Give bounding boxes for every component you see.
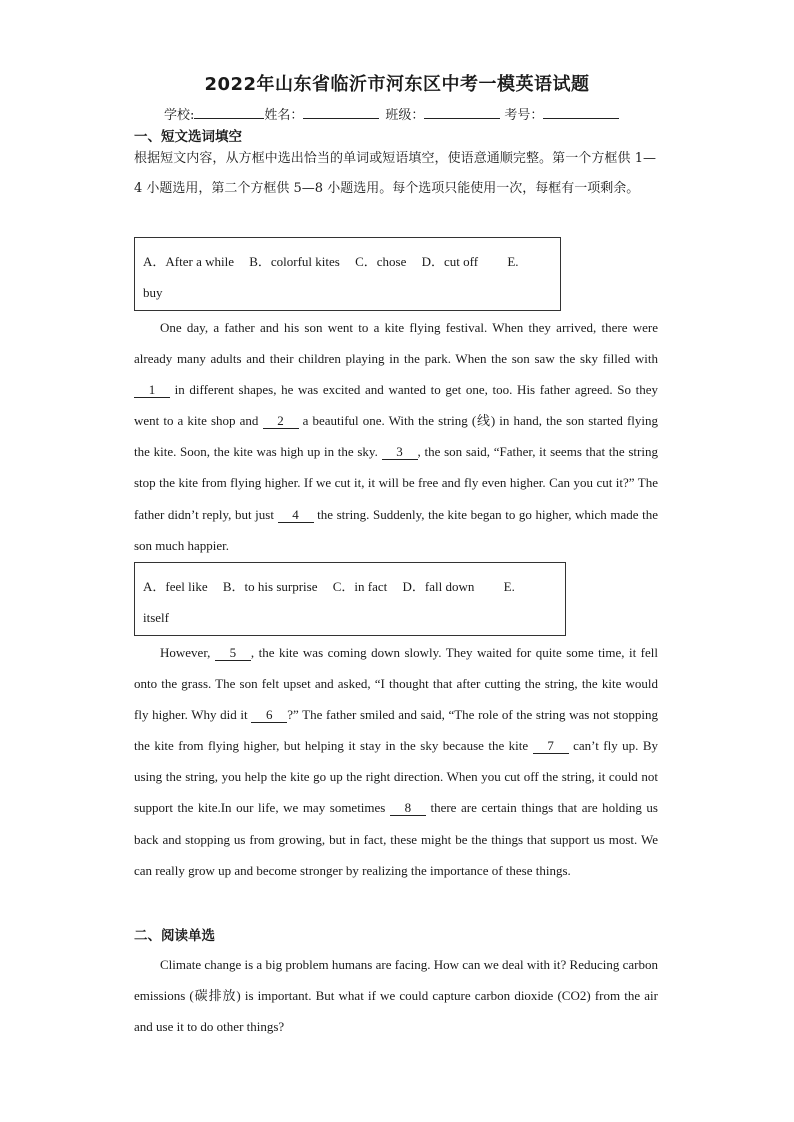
school-label: 学校:	[164, 108, 195, 123]
blank-8[interactable]: 8	[390, 801, 426, 816]
box1-option-e: E. buy	[143, 254, 519, 300]
blank-6[interactable]: 6	[251, 708, 287, 723]
box2-option-b: B．to his surprise	[222, 579, 318, 594]
box1-option-b: B．colorful kites	[249, 254, 340, 269]
passage-paragraph-1: One day, a father and his son went to a kite flying festival. When they arrived, there were already many adults and their children playing in the park. When the son saw the sky filled with 1 in different shapes, he was excited and wanted to get one, too. His father agreed. So they went to a kite shop and 2 a beautiful one. With the string (线) in hand, the son started flying the kite. Soon, the kite was high up in the sky. 3 , the son said, “Father, it seems that the string stop the kite from flying higher. If we cut it, it will be free and fly even higher. Can you cut it?” The father didn’t reply, but just 4 the string. Suddenly, the kite began to go higher, which made the son much happier.	[134, 320, 658, 553]
blank-2[interactable]: 2	[263, 414, 299, 429]
student-info-line	[164, 104, 619, 123]
box2-option-c: C．in fact	[332, 579, 388, 594]
blank-1[interactable]: 1	[134, 383, 170, 398]
name-label: 姓名：	[264, 108, 304, 123]
box2-option-e: E. itself	[143, 579, 515, 625]
class-blank	[424, 106, 500, 119]
page-title: 2022年山东省临沂市河东区中考一模英语试题	[204, 74, 590, 95]
blank-7[interactable]: 7	[533, 739, 569, 754]
exam-number-label: 考号：	[504, 108, 544, 123]
section-1-instructions: 根据短文内容，从方框中选出恰当的单词或短语填空，使语意通顺完整。第一个方框供 1—4 小题选用，第二个方框供 5—8 小题选用。每个选项只能使用一次，每框有一项剩余。	[134, 151, 656, 196]
passage-paragraph-2: However, 5 , the kite was coming down slowly. They waited for quite some time, it fell onto the grass. The son felt upset and asked, “I thought that after cutting the string, the kite would fly higher. Why did it 6 ?” The father smiled and said, “The role of the string was not stopping the kite from flying higher, but helping it stay in the sky because the kite 7 can’t fly up. By using the string, you help the kite go up the right direction. When you cut off the string, it could not support the kite.In our life, we may sometimes 8 there are certain things that are holding us back and stopping us from growing, but in fact, these might be the things that support us most. We can really grow up and become stronger by realizing the importance of these things.	[134, 645, 659, 878]
section-2-heading: 二、阅读单选	[134, 928, 215, 944]
box2-option-a: A．feel like	[143, 579, 208, 594]
name-blank	[303, 106, 379, 119]
section-1-heading: 一、短文选词填空	[134, 129, 242, 145]
reading-paragraph-1: Climate change is a big problem humans are facing. How can we deal with it? Reducing carbon emissions (碳排放) is important. But what if we could capture carbon dioxide (CO2) from the air and use it to do other things?	[134, 957, 658, 1035]
school-blank	[194, 106, 264, 119]
blank-5[interactable]: 5	[215, 646, 251, 661]
class-label: 班级：	[385, 108, 425, 123]
box1-option-d: D．cut off	[421, 254, 479, 269]
box1-option-a: A．After a while	[143, 254, 234, 269]
blank-3[interactable]: 3	[382, 445, 418, 460]
box1-option-c: C．chose	[355, 254, 407, 269]
exam-number-blank	[543, 106, 619, 119]
box2-option-d: D．fall down	[402, 579, 475, 594]
word-box-2	[134, 562, 566, 636]
word-box-1	[134, 237, 561, 311]
blank-4[interactable]: 4	[278, 508, 314, 523]
